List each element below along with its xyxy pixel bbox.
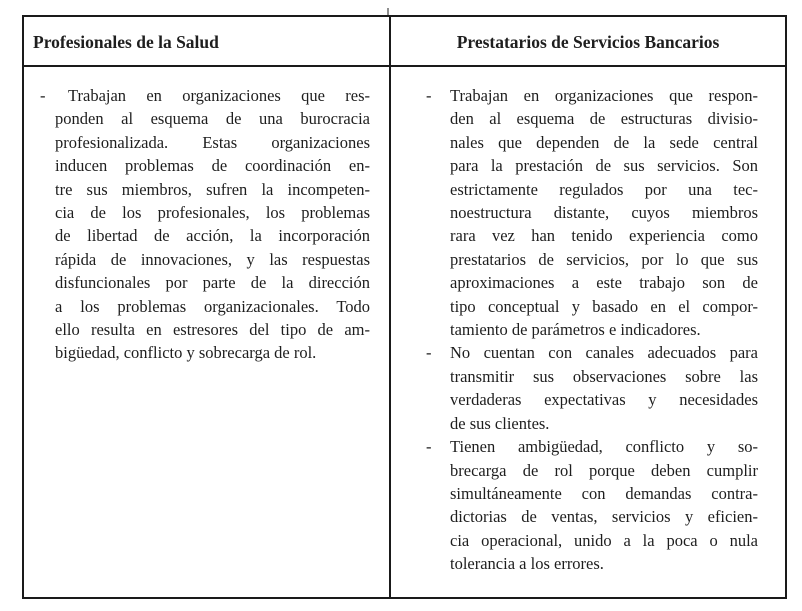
text-line: tipo conceptual y basado en el compor- bbox=[450, 296, 758, 316]
text-line: Trabajan en organizaciones que res- bbox=[68, 86, 370, 105]
comparison-table bbox=[22, 15, 787, 599]
text-line: de sus clientes. bbox=[450, 413, 550, 433]
text-line: brecarga de rol porque deben cumplir bbox=[450, 460, 758, 480]
text-line: cia operacional, unido a la poca o nula bbox=[450, 530, 758, 550]
bullet-item bbox=[426, 84, 758, 341]
text-line: verdaderas expectativas y necesidades bbox=[450, 390, 758, 410]
scan-artifact-tick bbox=[387, 8, 389, 15]
text-line: den al esquema de estructuras divisio- bbox=[450, 109, 758, 129]
text-line: rápida de innovaciones, y las respuestas bbox=[55, 249, 370, 269]
text-line: inducen problemas de coordinación en- bbox=[55, 156, 370, 176]
text-line: noestructura distante, cuyos miembros bbox=[450, 203, 758, 223]
text-line: cia de los profesionales, los problemas bbox=[55, 203, 370, 223]
text-line: de libertad de acción, la incorporación bbox=[55, 226, 370, 246]
text-line: profesionalizada. Estas organizaciones bbox=[55, 132, 370, 152]
text-line: estrictamente regulados por una tec- bbox=[450, 179, 758, 199]
text-line: disfuncionales por parte de la dirección bbox=[55, 273, 370, 293]
body-cell-left bbox=[24, 67, 389, 597]
header-cell-left bbox=[24, 17, 389, 67]
dash-marker: - bbox=[426, 437, 432, 457]
header-cell-right bbox=[389, 17, 785, 67]
text-line: bigüedad, conflicto y sobrecarga de rol. bbox=[55, 343, 317, 363]
text-line: rara vez han tenido experiencia como bbox=[450, 226, 758, 246]
text-line: tolerancia a los errores. bbox=[450, 554, 604, 574]
text-line: transmitir sus observaciones sobre las bbox=[450, 366, 758, 386]
text-line: simultáneamente con demandas contra- bbox=[450, 483, 758, 503]
text-line: Trabajan en organizaciones que respon- bbox=[450, 86, 758, 105]
text-line: No cuentan con canales adecuados para bbox=[450, 343, 758, 363]
text-line: ello resulta en estresores del tipo de am- bbox=[55, 320, 370, 340]
text-line: tre sus miembros, sufren la incompeten- bbox=[55, 179, 370, 199]
dash-marker: - bbox=[426, 343, 432, 363]
text-line: a los problemas organizacionales. Todo bbox=[55, 296, 370, 316]
bullet-item bbox=[426, 435, 758, 575]
text-line: tamiento de parámetros e indicadores. bbox=[450, 320, 701, 340]
bullet-item bbox=[426, 341, 758, 435]
text-line: aproximaciones a este trabajo son de bbox=[450, 273, 758, 293]
text-line: nales que dependen de la sede central bbox=[450, 132, 758, 152]
text-line: dictorias de ventas, servicios y eficien- bbox=[450, 507, 758, 527]
text-line: prestatarios de servicios, por lo que sus bbox=[450, 249, 758, 269]
text-line: para la prestación de sus servicios. Son bbox=[450, 156, 758, 176]
body-cell-right bbox=[389, 67, 785, 597]
text-line: Tienen ambigüedad, conflicto y so- bbox=[450, 437, 758, 457]
column-title-banking-service-providers: Prestatarios de Servicios Bancarios bbox=[456, 32, 720, 52]
text-line: ponden al esquema de una burocracia bbox=[55, 109, 370, 129]
dash-marker: - bbox=[426, 86, 432, 105]
dash-marker: - bbox=[40, 86, 46, 105]
column-title-health-professionals: Profesionales de la Salud bbox=[33, 32, 219, 52]
bullet-item bbox=[40, 84, 370, 365]
